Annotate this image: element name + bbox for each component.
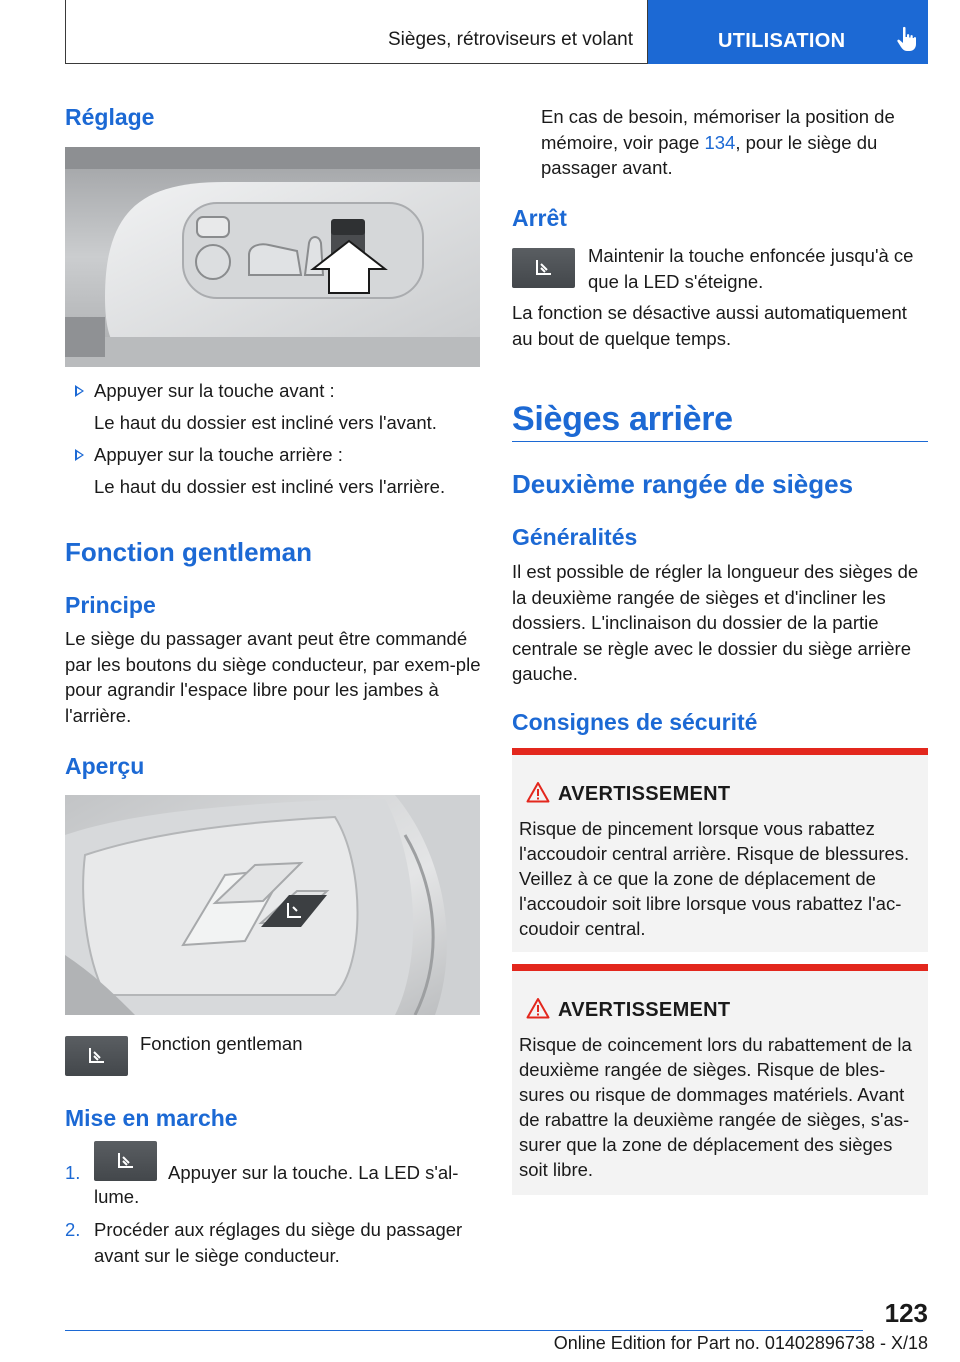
warning-box-1 (512, 748, 928, 952)
bullet-marker (75, 449, 84, 461)
hand-pointer-icon (896, 26, 918, 52)
edition-text: Online Edition for Part no. 01402896738 - X/18 (553, 1333, 928, 1353)
bullet-1-label: Appuyer sur la touche avant : (94, 380, 335, 401)
heading-generalites: Généralités (512, 524, 638, 550)
arret-key-image (512, 248, 575, 288)
header-section-tab[interactable] (648, 0, 928, 64)
gentleman-key-image (65, 1036, 128, 1076)
warning-1-title: AVERTISSEMENT (558, 783, 731, 805)
key-caption: Fonction gentleman (140, 1033, 303, 1054)
step-2-text: Procéder aux réglages du siège du passager avant sur le siège conducteur. (94, 1219, 463, 1266)
arret-key-text: Maintenir la touche enfoncée jusqu'à ce que la LED s'éteigne. (588, 245, 914, 292)
bullet-1-detail: Le haut du dossier est incliné vers l'avant. (94, 412, 437, 433)
heading-principe: Principe (65, 592, 156, 618)
warning-triangle-icon (526, 781, 550, 803)
door-controls-photo (65, 795, 480, 1015)
header-chapter-box (65, 0, 648, 64)
step-1-text: Appuyer sur la touche. La LED s'al- (168, 1162, 459, 1183)
seat-button-icon (116, 1151, 136, 1171)
heading-consignes: Consignes de sécurité (512, 709, 758, 735)
arret-auto-text: La fonction se désactive aussi automatiquement au bout de quelque temps. (512, 302, 907, 349)
bullet-2-detail: Le haut du dossier est incliné vers l'arrière. (94, 476, 446, 497)
seat-button-icon (534, 258, 554, 278)
heading-mise-en-marche: Mise en marche (65, 1105, 238, 1131)
warning-2-title: AVERTISSEMENT (558, 999, 731, 1021)
step-2-number: 2. (65, 1219, 81, 1240)
principe-text: Le siège du passager avant peut être commandé par les boutons du siège conducteur, par exem-ple pour agrandir l'espace libre pour les jambes à l'arrière. (65, 628, 481, 726)
page-number: 123 (884, 1298, 928, 1328)
bullet-marker (75, 385, 84, 397)
section-label: UTILISATION (718, 30, 846, 52)
page-link[interactable]: 134 (704, 131, 736, 153)
footer-rule (65, 1330, 863, 1331)
generalites-text: Il est possible de régler la longueur des sièges de la deuxième rangée de sièges et d'incliner les dossiers. L'inclinaison du dossier de la partie centrale se règle avec le dossier du siège arrière gauche. (512, 561, 919, 684)
warning-box-2 (512, 964, 928, 1195)
bullet-2-label: Appuyer sur la touche arrière : (94, 444, 343, 465)
heading-sieges-arriere: Sièges arrière (512, 400, 733, 438)
chapter-title: Sièges, rétroviseurs et volant (387, 29, 633, 50)
warning-1-text: Risque de pincement lorsque vous rabattez l'accoudoir central arrière. Risque de blessures. Veillez à ce que la zone de déplacement de l'accoudoir soit libre lorsque vous rabattez l'ac-coudoir central. (519, 818, 910, 939)
warning-2-text: Risque de coincement lors du rabattement de la deuxième rangée de sièges. Risque de bles-sures ou risque de dommages matériels. Avant de rabattre la deuxième rangée de sièges, s'as-surer que la zone de déplacement des sièges soit libre. (519, 1034, 912, 1180)
heading-apercu: Aperçu (65, 753, 145, 779)
heading-reglage: Réglage (65, 104, 155, 130)
seat-button-icon (87, 1046, 107, 1066)
heading-arret: Arrêt (512, 205, 567, 231)
step-1-key-image (94, 1141, 157, 1181)
heading-rule (512, 441, 928, 442)
step-1-number: 1. (65, 1162, 81, 1183)
memory-text: En cas de besoin, mémoriser la position de mémoire, voir page 134, pour le siège du passager avant. (541, 106, 895, 178)
warning-triangle-icon (526, 997, 550, 1019)
step-1-text-cont: lume. (94, 1186, 140, 1207)
seat-controls-photo (65, 147, 480, 367)
heading-deuxieme-rangee: Deuxième rangée de sièges (512, 469, 854, 499)
heading-gentleman: Fonction gentleman (65, 537, 312, 567)
